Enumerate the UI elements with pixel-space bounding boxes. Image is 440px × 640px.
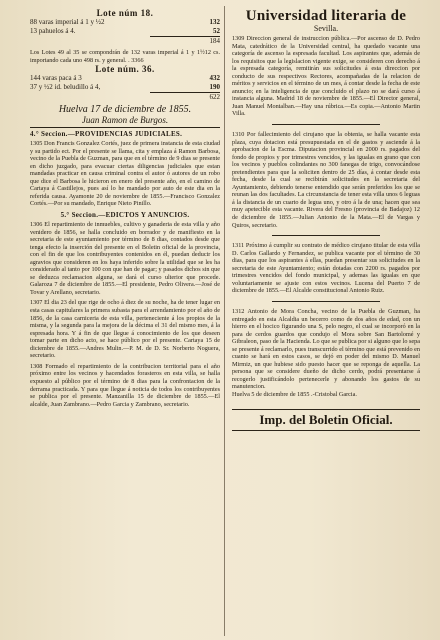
lote-36-line: 144 varas paca á 3 432 [30,74,220,83]
notice-1312-date: Huelva 5 de diciembre de 1855 .-Cristobal Garcia. [232,390,357,398]
notice-1311: 1311 Próximo á cumplir su contrato de médico cirujano titular de esta villa D. Carlos Gallardo y Fernandez, se publica vacante por el término de 30 dias, para que los aspirantes á ellas, puedan presentar sus solicitudes en la secretaria de este Ayuntamiento; están dotadas con 2200 rs. pagados por trimestres vencidos del fondo municipal, y ademas las igualas en que voluntariamente se ajuste con estos vecinos. Lucena del Puerto 7 de diciembre de 1855.—El Alcalde constitucional Antonio Ruiz. [232,242,420,295]
section-rule [30,127,220,128]
city-heading: Sevilla. [313,24,339,33]
lote-18-total: 184 [150,36,220,46]
imprint-rule-bottom [232,430,420,431]
left-column [30,8,220,408]
lote-36-total: 622 [150,92,220,102]
issue-date: Huelva 17 de diciembre de 1855. [58,104,192,116]
section-5-heading: 5.° Seccion.—EDICTOS Y ANUNCIOS. [60,211,190,220]
column-divider [224,6,225,636]
notice-1305: 1305 Don Francis Gonzalez Cortés, juez de primera instancia de esta ciudad y su partido ect. Por el presente se llama, cita y emplaza á Ramon Barbosa, vecino de la Puebla de Guzman, para que en el término de 9 dias se presente en dicho juzgado, para evacuar ciertas diligencias judiciales que estan mandadas practicar en causa criminal contra el autor ó autores de un robo que dice el Barbosa le hicieron en enero del presente año, en el camino de Cartaya á Castillejos, pues así lo he mandado por auto de este dia en la referida causa. Ayamonte 20 de noviembre de 1855.—Francisco Gonzalez Cortés.—Por su mandado, Enrique Nieto Pinillo. [30,140,220,208]
section-4-heading: 4.° Seccion.—PROVIDENCIAS JUDICIALES. [30,130,183,139]
lote-18-line: 13 pahuelos á 4. 52 [30,27,220,35]
notice-1310: 1310 Por fallecimiento del cirujano que la obtenia, se halla vacante esta plaza, cuya dotacion está presupuestada en el de gastos y asciende á la aprobacion de la Escma. Diputacion provincial en 2000 rs. pagados del fondo de propios y por trimestres vencidos, y las igualas en grano que con los vecinos y pueblos colindantes no 300 fanegas de trigo, convocándose pretendientes para que la soliciten dentro de 25 días, á contar desde esta fecha, desde la cual se recibirán solicitudes en la secretaria del Ayuntamiento, debiendo tenerse entendido que serán preferidos los que se reunan las dos facultades. La circunstancia de tener esta villa unos 6 leguas á la distancia de un cuarto de legua uno, y otro á la de una; hacen que sea muy apetecible esta vacante. Rivera del Fresno (provincia de Badajoz) 12 de diciembre de 1855.—Julian Antonio de la Mata.—El de Vargas y Quiros, secretario. [232,131,420,229]
short-rule [272,124,380,125]
notice-1312: 1312 Antonio de Mora Concha, vecino de la Puebla de Guzman, ha entregado en esta Alcaldia un becerro como de dos años de edad, con un hierro en el hocico figurando una S, pelo negro, el cual se incorporó en la para de cerdos guardos que condujo el Mora sobre San Bartolomé y Gibraleon, paso de la Hacienda. Lo que se publica por si alguno que lo sepa se presente á reclamarlo, pues transcurrido el término que está prevenido en cuanto se hará en estos casos, se dejó en poder del mismo D. Manuel Mirmiz, un que hubiese sido puesto hacer que se reponga de aquella. La persona que se considere dueño de dicho cerdo, podrá presentarse á recogerlo justificándolo pertenecerle y abonando los gastos de su manutencion. [232,307,420,391]
lote-18-line: 88 varas imperial á 1 y ½2 132 [30,18,220,26]
notice-1308: 1308 Formado el repartimiento de la contribucion territorial para el año próximo entre los vecinos y hacendados forasteros en esta villa, se halla expuesto al público por el término de 8 dias para la confrontacion de la derrama practicada. Y para que llegue á noticia de todos los contribuyentes se publica por el presente. Manzanilla 15 de diciembre de 1855.—El alcalde, Juan Zambrano.—Pedro Garcia y Zambrano, secretario. [30,362,220,408]
lote-18-heading: Lote núm 18. [96,8,154,18]
short-rule [272,235,380,236]
imprint-rule [232,409,420,410]
lote-36-heading: Lote núm. 36. [95,64,155,75]
notice-1306: 1306 El repartimiento de inmuebles, cultivo y ganaderia de esta villa y año venidero de 1856, se halla concluido en borrador y de manifiesto en la secretaria de este ayuntamiento por término de 8 dias, contados desde que tenga efecto la inserción del presente en el Boletin oficial de la provincia, con el fin de que los contribuyentes contenidos en él, puedan deducir los agravios que consideren en los haya inferido sobre la utilidad que se les ha considerado al tanto por 100 con que han de pagar; y pasados dichos sin que se deduzca reclamacion alguna, se dará el curso ulterior que procede. Galaroza 7 de diciembre de 1855.—El presidente, Pedro Olivera.—José de Tovar y Arellano, secretario. [30,221,220,296]
notice-1307: 1307 El dia 23 del que rige de ocho á diez de su noche, ha de tener lugar en esta casas capitulares la primera subasta para el arrendamiento por el año de 1856, de la casa carniceria de esta villa, perteneciente á los propios de la misma, y la segunda para la mejora de la décima el 31 del mismo mes, á la espresada hora. Y á fin de que llegue á conocimiento de los que deseen tomar parte en dicho acto, se hace público por el presente. Cartaya 15 de diciembre de 1855.—Andres Mulin.—P. M. de D. Sr. Norberto Noguera, secretario. [30,299,220,360]
lote-36-line: 37 y ½2 id. beludillo á 4, 190 [30,83,220,92]
university-heading: Universidad literaria de [245,8,407,24]
right-column [232,8,420,433]
imprint: Imp. del Boletin Oficial. [259,411,393,427]
signature-name: Juan Ramon de Burgos. [81,115,169,126]
notice-1309: 1309 Direccion general de instruccion pública.—Por ascenso de D. Pedro Mata, catedrático de la Universidad central, ha quedado vacante una categoría de ascenso la espresada facultad. Los aspirantes que, además de los requisitos que la legislacion vigente exige, se consideren con derecho á la espresada categoría, remitirán sus solicitudes á esta direccion por conducto de sus respectivos Rectores, acompañadas de la relacion de méritos y servicios en el término de un mes, á contar desde la fecha de este anuncio; en la inteligencia de que concluido el plazo no se dará curso á instancia alguna. Madrid 18 de noviembre de 1855.—El Director general, Juan Manuel Montalban.—Hay una rúbrica.—Es copia.—Antonio Martin Villa. [232,35,420,118]
short-rule [272,301,380,302]
lotes-paragraph: Los Lotes 49 al 35 se compondrán de 132 varas imperial á 1 y 1½12 cs. importando cada uno 498 rs. y general. . 3366 [30,49,220,64]
